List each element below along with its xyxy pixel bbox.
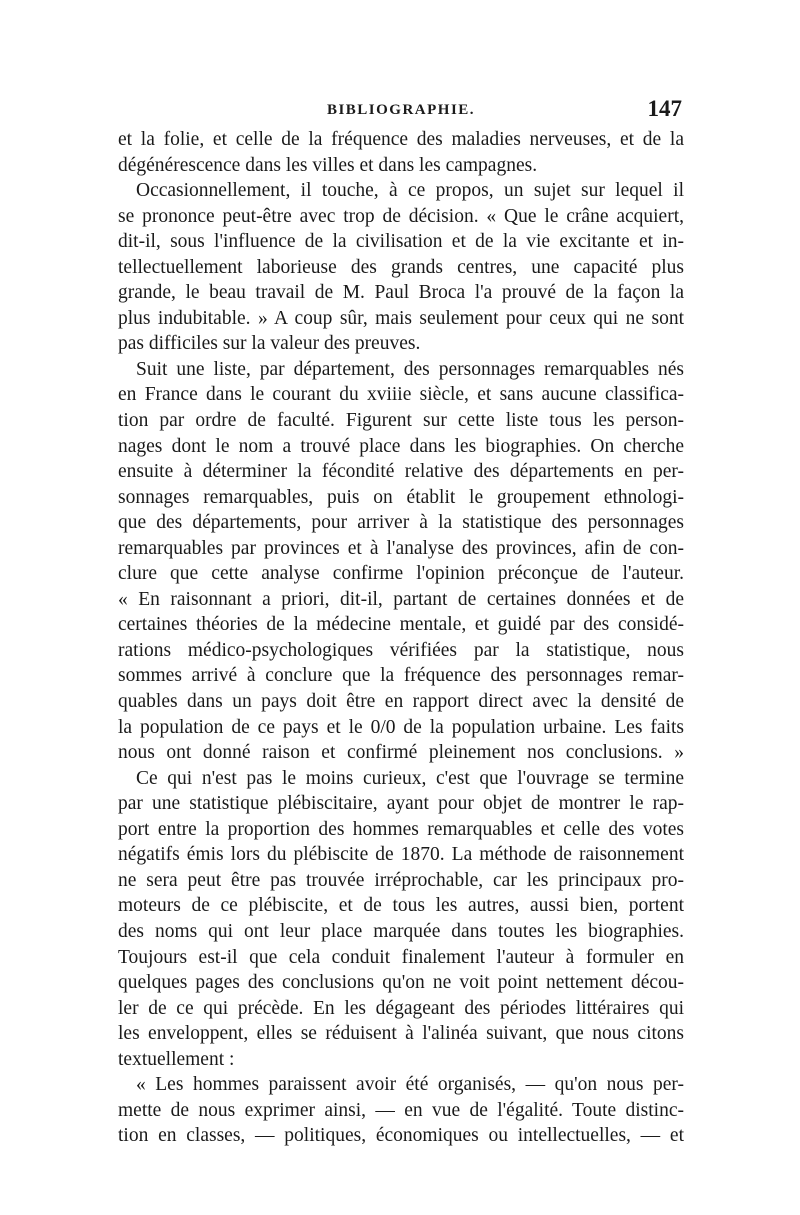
text-line: grande, le beau travail de M. Paul Broca l'a prouvé de la façon la bbox=[118, 282, 684, 304]
text-line: que des départements, pour arriver à la statistique des personnages bbox=[118, 512, 684, 534]
text-line: tellectuellement laborieuse des grands centres, une capacité plus bbox=[118, 256, 684, 278]
text-line: plus indubitable. » A coup sûr, mais seulement pour ceux qui ne sont bbox=[118, 307, 684, 329]
text-line: nages dont le nom a trouvé place dans les biographies. On cherche bbox=[118, 435, 684, 457]
text-line: Toujours est-il que cela conduit finalement l'auteur à formuler en bbox=[118, 946, 684, 968]
text-line: et la folie, et celle de la fréquence des maladies nerveuses, et de la bbox=[118, 129, 684, 150]
text-line: « Les hommes paraissent avoir été organisés, — qu'on nous per- bbox=[136, 1074, 684, 1096]
text-line: remarquables par provinces et à l'analyse des provinces, afin de con- bbox=[118, 537, 684, 559]
text-line: tion par ordre de faculté. Figurent sur cette liste tous les person- bbox=[118, 410, 684, 432]
text-line: pas difficiles sur la valeur des preuves. bbox=[118, 333, 421, 355]
text-line: la population de ce pays et le 0/0 de la population urbaine. Les faits bbox=[118, 716, 684, 738]
running-title: BIBLIOGRAPHIE. bbox=[326, 102, 476, 118]
text-line: tion en classes, — politiques, économiques ou intellectuelles, — et bbox=[118, 1125, 684, 1147]
text-line: moteurs de ce plébiscite, et de tous les autres, aussi bien, portent bbox=[118, 895, 684, 917]
text-line: quelques pages des conclusions qu'on ne voit point nettement décou- bbox=[118, 972, 684, 994]
text-line: Ce qui n'est pas le moins curieux, c'est que l'ouvrage se termine bbox=[136, 767, 684, 789]
text-line: « En raisonnant a priori, dit-il, partant de certaines données et de bbox=[118, 588, 684, 610]
text-line: clure que cette analyse confirme l'opinion préconçue de l'auteur. bbox=[118, 563, 684, 585]
text-line: en France dans le courant du xviiie siècle, et sans aucune classifica- bbox=[118, 384, 684, 406]
text-line: ler de ce qui précède. En les dégageant des périodes littéraires qui bbox=[118, 997, 684, 1019]
text-line: dégénérescence dans les villes et dans les campagnes. bbox=[118, 154, 538, 176]
text-line: nous ont donné raison et confirmé pleinement nos conclusions. » bbox=[118, 742, 684, 764]
running-head bbox=[118, 96, 684, 126]
text-line: Suit une liste, par département, des personnages remarquables nés bbox=[136, 358, 684, 380]
text-line: négatifs émis lors du plébiscite de 1870. La méthode de raisonnement bbox=[118, 844, 684, 866]
text-line: Occasionnellement, il touche, à ce propos, un sujet sur lequel il bbox=[136, 180, 684, 202]
text-line: textuellement : bbox=[118, 1048, 235, 1070]
text-line: ne sera peut être pas trouvée irréprochable, car les principaux pro- bbox=[118, 869, 684, 891]
text-line: mette de nous exprimer ainsi, — en vue de l'égalité. Toute distinc- bbox=[118, 1099, 684, 1121]
text-line: les enveloppent, elles se réduisent à l'alinéa suivant, que nous citons bbox=[118, 1023, 684, 1045]
text-line: port entre la proportion des hommes remarquables et celle des votes bbox=[118, 818, 684, 840]
text-line: ensuite à déterminer la fécondité relative des départements en per- bbox=[118, 461, 684, 483]
text-line: des noms qui ont leur place marquée dans toutes les biographies. bbox=[118, 920, 684, 942]
text-line: rations médico-psychologiques vérifiées par la statistique, nous bbox=[118, 639, 684, 661]
page-number: 147 bbox=[647, 96, 682, 121]
text-line: certaines théories de la médecine mentale, et guidé par des considé- bbox=[118, 614, 684, 636]
text-line: dit-il, sous l'influence de la civilisation et de la vie excitante et in- bbox=[118, 231, 684, 253]
text-line: par une statistique plébiscitaire, ayant pour objet de montrer le rap- bbox=[118, 793, 684, 815]
body-text bbox=[118, 127, 684, 1149]
text-line: sommes arrivé à conclure que la fréquence des personnages remar- bbox=[118, 665, 684, 687]
text-line: se prononce peut-être avec trop de décision. « Que le crâne acquiert, bbox=[118, 205, 684, 227]
text-line: sonnages remarquables, puis on établit le groupement ethnologi- bbox=[118, 486, 684, 508]
text-line: quables dans un pays doit être en rapport direct avec la densité de bbox=[118, 691, 684, 713]
